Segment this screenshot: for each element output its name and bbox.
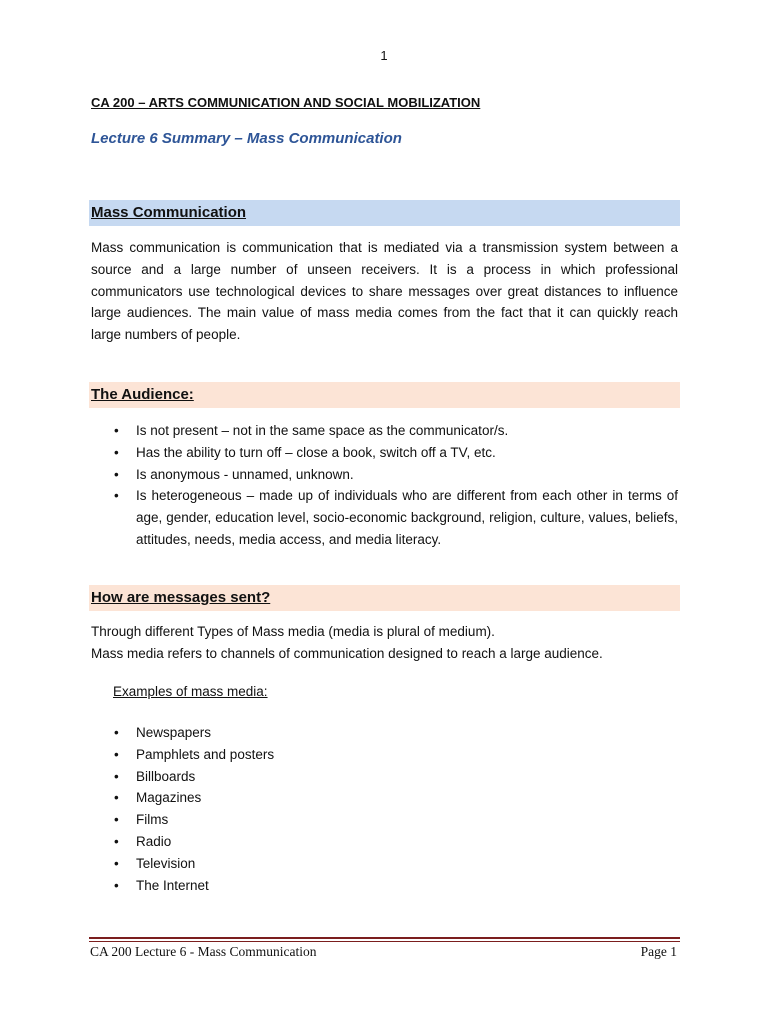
example-item: • Radio — [91, 831, 678, 853]
footer-divider — [89, 941, 680, 942]
audience-item: • Is not present – not in the same space as the communicator/s. — [91, 420, 678, 442]
audience-item: • Has the ability to turn off – close a book, switch off a TV, etc. — [91, 442, 678, 464]
audience-list — [91, 420, 678, 551]
section-heading-mass-communication: Mass Communication — [89, 200, 680, 226]
examples-heading: Examples of mass media: — [113, 684, 268, 699]
page-number: 1 — [380, 48, 388, 63]
example-item: • Television — [91, 853, 678, 875]
footer-title: CA 200 Lecture 6 - Mass Communication — [90, 944, 317, 959]
messages-line-2: Mass media refers to channels of communication designed to reach a large audience. — [91, 646, 603, 661]
lecture-title: Lecture 6 Summary – Mass Communication — [91, 130, 402, 147]
examples-list — [91, 722, 678, 896]
example-item: • Billboards — [91, 766, 678, 788]
example-item: • Films — [91, 809, 678, 831]
section-heading-audience: The Audience: — [89, 382, 680, 408]
example-item: • Newspapers — [91, 722, 678, 744]
footer-page-label: Page 1 — [640, 944, 677, 959]
messages-line-1: Through different Types of Mass media (media is plural of medium). — [91, 624, 495, 639]
example-item: • Magazines — [91, 787, 678, 809]
example-item: • The Internet — [91, 875, 678, 897]
example-item: • Pamphlets and posters — [91, 744, 678, 766]
course-title: CA 200 – ARTS COMMUNICATION AND SOCIAL MOBILIZATION — [91, 95, 481, 110]
audience-item: • Is anonymous - unnamed, unknown. — [91, 464, 678, 486]
mass-communication-paragraph: Mass communication is communication that is mediated via a transmission system between a source and a large number of unseen receivers. It is a process in which professional communicators use technological devices to share messages over great distances to influence large audiences. The main value of mass media comes from the fact that it can quickly reach large numbers of people. — [91, 240, 678, 343]
audience-item: • Is heterogeneous – made up of individuals who are different from each other in terms of age, gender, education level, socio-economic background, religion, culture, values, beliefs, attitudes, needs, media access, and media literacy. — [91, 485, 678, 550]
footer-divider — [89, 937, 680, 939]
section-heading-messages: How are messages sent? — [89, 585, 680, 611]
